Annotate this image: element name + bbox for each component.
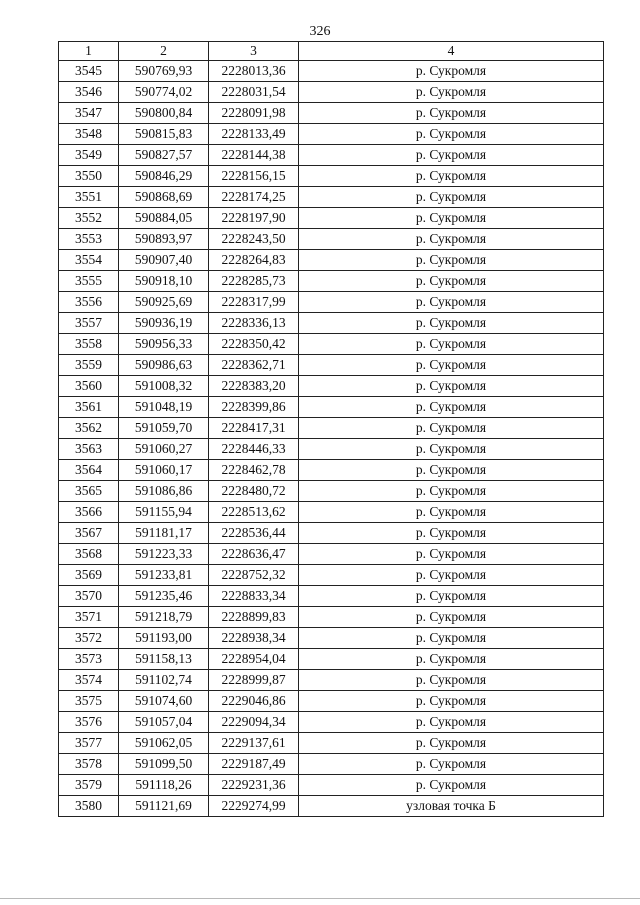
cell-description: р. Сукромля — [299, 502, 604, 523]
cell-x-coordinate: 591057,04 — [119, 712, 209, 733]
cell-x-coordinate: 590907,40 — [119, 250, 209, 271]
cell-point-number: 3556 — [59, 292, 119, 313]
cell-x-coordinate: 590956,33 — [119, 334, 209, 355]
table-row — [59, 313, 604, 334]
cell-description: р. Сукромля — [299, 691, 604, 712]
cell-description: р. Сукромля — [299, 166, 604, 187]
cell-y-coordinate: 2228156,15 — [209, 166, 299, 187]
cell-y-coordinate: 2229187,49 — [209, 754, 299, 775]
cell-point-number: 3578 — [59, 754, 119, 775]
table-row — [59, 124, 604, 145]
table-row — [59, 145, 604, 166]
cell-description: р. Сукромля — [299, 250, 604, 271]
cell-point-number: 3555 — [59, 271, 119, 292]
cell-description: р. Сукромля — [299, 124, 604, 145]
cell-x-coordinate: 590936,19 — [119, 313, 209, 334]
cell-description: р. Сукромля — [299, 418, 604, 439]
cell-x-coordinate: 590884,05 — [119, 208, 209, 229]
table-row — [59, 103, 604, 124]
cell-x-coordinate: 591086,86 — [119, 481, 209, 502]
cell-point-number: 3572 — [59, 628, 119, 649]
table-row — [59, 670, 604, 691]
table-row — [59, 334, 604, 355]
table-header-row — [59, 42, 604, 61]
cell-point-number: 3563 — [59, 439, 119, 460]
cell-y-coordinate: 2228480,72 — [209, 481, 299, 502]
cell-point-number: 3571 — [59, 607, 119, 628]
table-row — [59, 250, 604, 271]
cell-description: р. Сукромля — [299, 565, 604, 586]
table-row — [59, 565, 604, 586]
cell-description: р. Сукромля — [299, 775, 604, 796]
table-row — [59, 586, 604, 607]
table-row — [59, 292, 604, 313]
table-row — [59, 628, 604, 649]
cell-point-number: 3554 — [59, 250, 119, 271]
cell-description: р. Сукромля — [299, 586, 604, 607]
cell-y-coordinate: 2228636,47 — [209, 544, 299, 565]
cell-description: р. Сукромля — [299, 481, 604, 502]
cell-x-coordinate: 591059,70 — [119, 418, 209, 439]
table-row — [59, 523, 604, 544]
cell-x-coordinate: 590769,93 — [119, 61, 209, 82]
cell-description: р. Сукромля — [299, 187, 604, 208]
cell-y-coordinate: 2228174,25 — [209, 187, 299, 208]
cell-y-coordinate: 2228144,38 — [209, 145, 299, 166]
cell-description: р. Сукромля — [299, 103, 604, 124]
cell-point-number: 3553 — [59, 229, 119, 250]
coordinates-table — [58, 41, 604, 817]
cell-x-coordinate: 591062,05 — [119, 733, 209, 754]
cell-description: р. Сукромля — [299, 712, 604, 733]
table-row — [59, 397, 604, 418]
cell-y-coordinate: 2228362,71 — [209, 355, 299, 376]
cell-x-coordinate: 590774,02 — [119, 82, 209, 103]
cell-y-coordinate: 2229094,34 — [209, 712, 299, 733]
cell-y-coordinate: 2228938,34 — [209, 628, 299, 649]
cell-y-coordinate: 2229274,99 — [209, 796, 299, 817]
table-row — [59, 166, 604, 187]
cell-point-number: 3579 — [59, 775, 119, 796]
cell-y-coordinate: 2228031,54 — [209, 82, 299, 103]
cell-description: р. Сукромля — [299, 733, 604, 754]
table-row — [59, 376, 604, 397]
cell-y-coordinate: 2228336,13 — [209, 313, 299, 334]
cell-y-coordinate: 2228833,34 — [209, 586, 299, 607]
cell-point-number: 3575 — [59, 691, 119, 712]
cell-description: р. Сукромля — [299, 607, 604, 628]
cell-point-number: 3566 — [59, 502, 119, 523]
cell-x-coordinate: 591193,00 — [119, 628, 209, 649]
cell-x-coordinate: 591102,74 — [119, 670, 209, 691]
cell-point-number: 3574 — [59, 670, 119, 691]
cell-description: р. Сукромля — [299, 397, 604, 418]
cell-point-number: 3557 — [59, 313, 119, 334]
table-row — [59, 649, 604, 670]
cell-x-coordinate: 591118,26 — [119, 775, 209, 796]
cell-point-number: 3565 — [59, 481, 119, 502]
cell-point-number: 3558 — [59, 334, 119, 355]
cell-y-coordinate: 2229231,36 — [209, 775, 299, 796]
cell-x-coordinate: 590815,83 — [119, 124, 209, 145]
column-header-number: 1 — [59, 42, 119, 61]
cell-y-coordinate: 2228285,73 — [209, 271, 299, 292]
cell-y-coordinate: 2228399,86 — [209, 397, 299, 418]
cell-point-number: 3548 — [59, 124, 119, 145]
table-row — [59, 208, 604, 229]
cell-x-coordinate: 591158,13 — [119, 649, 209, 670]
cell-point-number: 3567 — [59, 523, 119, 544]
cell-description: р. Сукромля — [299, 292, 604, 313]
cell-x-coordinate: 591233,81 — [119, 565, 209, 586]
table-row — [59, 544, 604, 565]
table-row — [59, 82, 604, 103]
cell-x-coordinate: 590827,57 — [119, 145, 209, 166]
cell-description: р. Сукромля — [299, 334, 604, 355]
table-row — [59, 187, 604, 208]
table-row — [59, 418, 604, 439]
cell-description: р. Сукромля — [299, 271, 604, 292]
cell-x-coordinate: 590893,97 — [119, 229, 209, 250]
cell-y-coordinate: 2228264,83 — [209, 250, 299, 271]
table-row — [59, 712, 604, 733]
cell-x-coordinate: 590925,69 — [119, 292, 209, 313]
cell-y-coordinate: 2228383,20 — [209, 376, 299, 397]
table-row — [59, 775, 604, 796]
table-row — [59, 61, 604, 82]
cell-x-coordinate: 591008,32 — [119, 376, 209, 397]
column-header-x: 2 — [119, 42, 209, 61]
cell-point-number: 3562 — [59, 418, 119, 439]
cell-description: р. Сукромля — [299, 670, 604, 691]
cell-description: р. Сукромля — [299, 544, 604, 565]
cell-y-coordinate: 2228899,83 — [209, 607, 299, 628]
table-row — [59, 439, 604, 460]
table-row — [59, 691, 604, 712]
cell-x-coordinate: 591048,19 — [119, 397, 209, 418]
cell-point-number: 3576 — [59, 712, 119, 733]
cell-y-coordinate: 2228417,31 — [209, 418, 299, 439]
cell-y-coordinate: 2228197,90 — [209, 208, 299, 229]
cell-x-coordinate: 591218,79 — [119, 607, 209, 628]
cell-point-number: 3546 — [59, 82, 119, 103]
cell-point-number: 3551 — [59, 187, 119, 208]
cell-description: р. Сукромля — [299, 523, 604, 544]
cell-y-coordinate: 2228317,99 — [209, 292, 299, 313]
cell-y-coordinate: 2228350,42 — [209, 334, 299, 355]
cell-y-coordinate: 2228999,87 — [209, 670, 299, 691]
cell-point-number: 3577 — [59, 733, 119, 754]
cell-description: р. Сукромля — [299, 313, 604, 334]
cell-x-coordinate: 591060,17 — [119, 460, 209, 481]
table-row — [59, 271, 604, 292]
cell-y-coordinate: 2228954,04 — [209, 649, 299, 670]
cell-point-number: 3561 — [59, 397, 119, 418]
cell-description: р. Сукромля — [299, 82, 604, 103]
cell-x-coordinate: 590846,29 — [119, 166, 209, 187]
cell-x-coordinate: 590868,69 — [119, 187, 209, 208]
cell-point-number: 3550 — [59, 166, 119, 187]
cell-x-coordinate: 591074,60 — [119, 691, 209, 712]
cell-y-coordinate: 2228243,50 — [209, 229, 299, 250]
cell-description: р. Сукромля — [299, 439, 604, 460]
cell-point-number: 3559 — [59, 355, 119, 376]
cell-point-number: 3564 — [59, 460, 119, 481]
cell-description: р. Сукромля — [299, 628, 604, 649]
cell-description: р. Сукромля — [299, 208, 604, 229]
cell-x-coordinate: 591181,17 — [119, 523, 209, 544]
cell-point-number: 3552 — [59, 208, 119, 229]
scan-edge-line — [0, 898, 640, 899]
column-header-description: 4 — [299, 42, 604, 61]
cell-point-number: 3547 — [59, 103, 119, 124]
cell-y-coordinate: 2228091,98 — [209, 103, 299, 124]
cell-description: р. Сукромля — [299, 754, 604, 775]
cell-point-number: 3568 — [59, 544, 119, 565]
cell-point-number: 3569 — [59, 565, 119, 586]
cell-point-number: 3570 — [59, 586, 119, 607]
cell-description: р. Сукромля — [299, 649, 604, 670]
cell-x-coordinate: 590800,84 — [119, 103, 209, 124]
table-body — [59, 61, 604, 817]
cell-point-number: 3549 — [59, 145, 119, 166]
table-row — [59, 754, 604, 775]
cell-description: р. Сукромля — [299, 376, 604, 397]
cell-x-coordinate: 591121,69 — [119, 796, 209, 817]
cell-description: р. Сукромля — [299, 145, 604, 166]
cell-point-number: 3560 — [59, 376, 119, 397]
table-row — [59, 796, 604, 817]
cell-x-coordinate: 591155,94 — [119, 502, 209, 523]
table-row — [59, 355, 604, 376]
table-row — [59, 607, 604, 628]
cell-y-coordinate: 2228446,33 — [209, 439, 299, 460]
cell-description: р. Сукромля — [299, 229, 604, 250]
cell-description: узловая точка Б — [299, 796, 604, 817]
cell-y-coordinate: 2229137,61 — [209, 733, 299, 754]
cell-x-coordinate: 591235,46 — [119, 586, 209, 607]
cell-point-number: 3545 — [59, 61, 119, 82]
table-row — [59, 460, 604, 481]
cell-y-coordinate: 2228513,62 — [209, 502, 299, 523]
table-row — [59, 229, 604, 250]
cell-y-coordinate: 2228133,49 — [209, 124, 299, 145]
cell-y-coordinate: 2228536,44 — [209, 523, 299, 544]
cell-description: р. Сукромля — [299, 355, 604, 376]
cell-point-number: 3580 — [59, 796, 119, 817]
table-row — [59, 733, 604, 754]
table-row — [59, 481, 604, 502]
cell-x-coordinate: 590918,10 — [119, 271, 209, 292]
cell-description: р. Сукромля — [299, 61, 604, 82]
cell-point-number: 3573 — [59, 649, 119, 670]
cell-y-coordinate: 2228013,36 — [209, 61, 299, 82]
cell-x-coordinate: 591060,27 — [119, 439, 209, 460]
cell-y-coordinate: 2228462,78 — [209, 460, 299, 481]
cell-x-coordinate: 591223,33 — [119, 544, 209, 565]
cell-y-coordinate: 2228752,32 — [209, 565, 299, 586]
column-header-y: 3 — [209, 42, 299, 61]
cell-x-coordinate: 591099,50 — [119, 754, 209, 775]
table-row — [59, 502, 604, 523]
cell-x-coordinate: 590986,63 — [119, 355, 209, 376]
page-number: 326 — [309, 24, 331, 39]
cell-description: р. Сукромля — [299, 460, 604, 481]
cell-y-coordinate: 2229046,86 — [209, 691, 299, 712]
